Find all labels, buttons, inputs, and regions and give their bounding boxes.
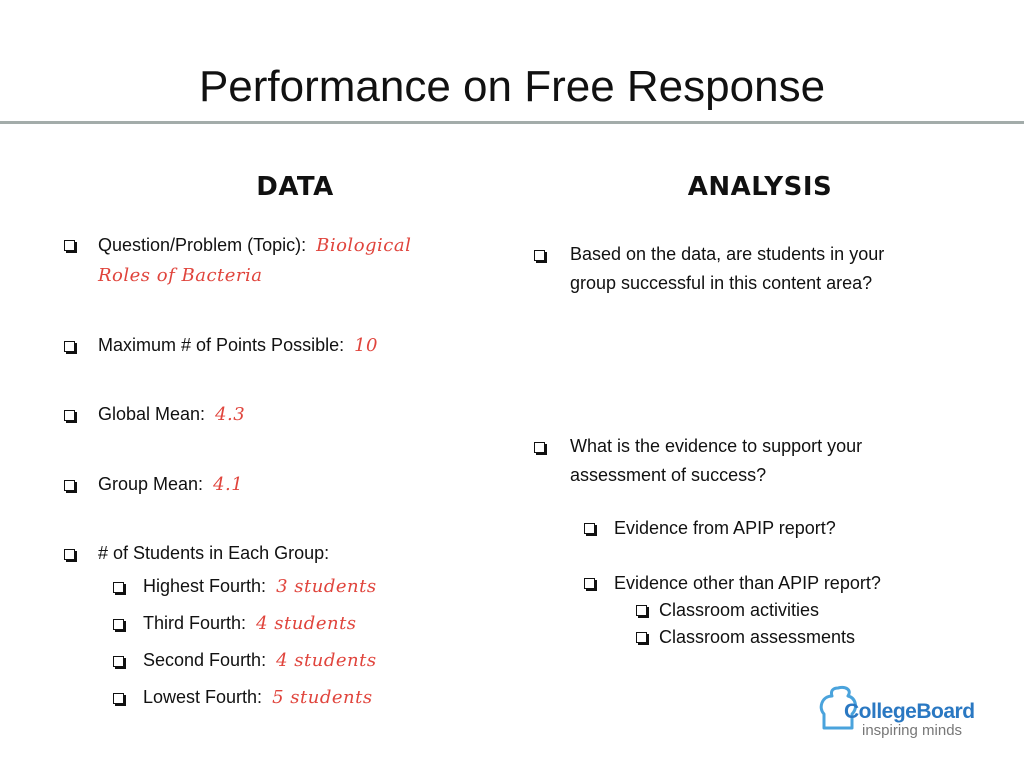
group-item-second bbox=[143, 646, 377, 675]
group-mean-value: 4.1 bbox=[213, 474, 244, 495]
group-value: 4 students bbox=[256, 613, 357, 634]
group-mean-item bbox=[98, 470, 243, 499]
group-mean-label: Group Mean: bbox=[98, 474, 204, 494]
question-label: Question/Problem (Topic): bbox=[98, 235, 307, 255]
checkbox-icon bbox=[636, 605, 647, 616]
group-item-third bbox=[143, 609, 357, 638]
question-value-line2: Roles of Bacteria bbox=[98, 265, 263, 286]
question-item-continued bbox=[98, 261, 263, 290]
students-item bbox=[98, 539, 329, 568]
students-label: # of Students in Each Group: bbox=[98, 543, 330, 563]
group-item-highest bbox=[143, 572, 377, 601]
max-points-value: 10 bbox=[354, 335, 379, 356]
global-mean-label: Global Mean: bbox=[98, 404, 206, 424]
classroom-activities: Classroom activities bbox=[659, 600, 820, 620]
checkbox-icon bbox=[64, 341, 75, 352]
checkbox-icon bbox=[64, 480, 75, 491]
checkbox-icon bbox=[584, 523, 595, 534]
checkbox-icon bbox=[64, 410, 75, 421]
title-divider bbox=[0, 121, 1024, 124]
max-points-item bbox=[98, 331, 378, 360]
global-mean-value: 4.3 bbox=[215, 404, 246, 425]
analysis-question-1 bbox=[570, 240, 884, 298]
checkbox-icon bbox=[113, 582, 124, 593]
checkbox-icon bbox=[64, 549, 75, 560]
evidence-other: Evidence other than APIP report? bbox=[614, 573, 881, 593]
analysis-question-1-line1: Based on the data, are students in your bbox=[570, 244, 885, 264]
checkbox-icon bbox=[64, 240, 75, 251]
analysis-question-2-line1: What is the evidence to support your bbox=[570, 436, 863, 456]
checkbox-icon bbox=[534, 442, 545, 453]
collegeboard-logo: CollegeBoard bbox=[844, 700, 975, 723]
group-label: Second Fourth: bbox=[143, 650, 267, 670]
slide-title: Performance on Free Response bbox=[198, 62, 826, 111]
checkbox-icon bbox=[113, 693, 124, 704]
group-label: Lowest Fourth: bbox=[143, 687, 263, 707]
group-value: 4 students bbox=[276, 650, 377, 671]
evidence-apip: Evidence from APIP report? bbox=[614, 518, 836, 538]
group-value: 5 students bbox=[272, 687, 373, 708]
analysis-question-2-line2: assessment of success? bbox=[570, 465, 767, 485]
analysis-heading: ANALYSIS bbox=[687, 172, 833, 202]
classroom-assessments: Classroom assessments bbox=[659, 627, 856, 647]
group-item-lowest bbox=[143, 683, 373, 712]
checkbox-icon bbox=[113, 619, 124, 630]
question-item bbox=[98, 231, 411, 260]
checkbox-icon bbox=[113, 656, 124, 667]
global-mean-item bbox=[98, 400, 245, 429]
question-value-line1: Biological bbox=[316, 235, 412, 256]
analysis-question-2 bbox=[570, 432, 862, 490]
group-label: Third Fourth: bbox=[143, 613, 247, 633]
checkbox-icon bbox=[534, 250, 545, 261]
group-value: 3 students bbox=[276, 576, 377, 597]
checkbox-icon bbox=[636, 632, 647, 643]
analysis-question-1-line2: group successful in this content area? bbox=[570, 273, 873, 293]
data-heading: DATA bbox=[256, 172, 334, 202]
checkbox-icon bbox=[584, 578, 595, 589]
group-label: Highest Fourth: bbox=[143, 576, 267, 596]
max-points-label: Maximum # of Points Possible: bbox=[98, 335, 345, 355]
logo-tagline: inspiring minds bbox=[862, 722, 963, 739]
